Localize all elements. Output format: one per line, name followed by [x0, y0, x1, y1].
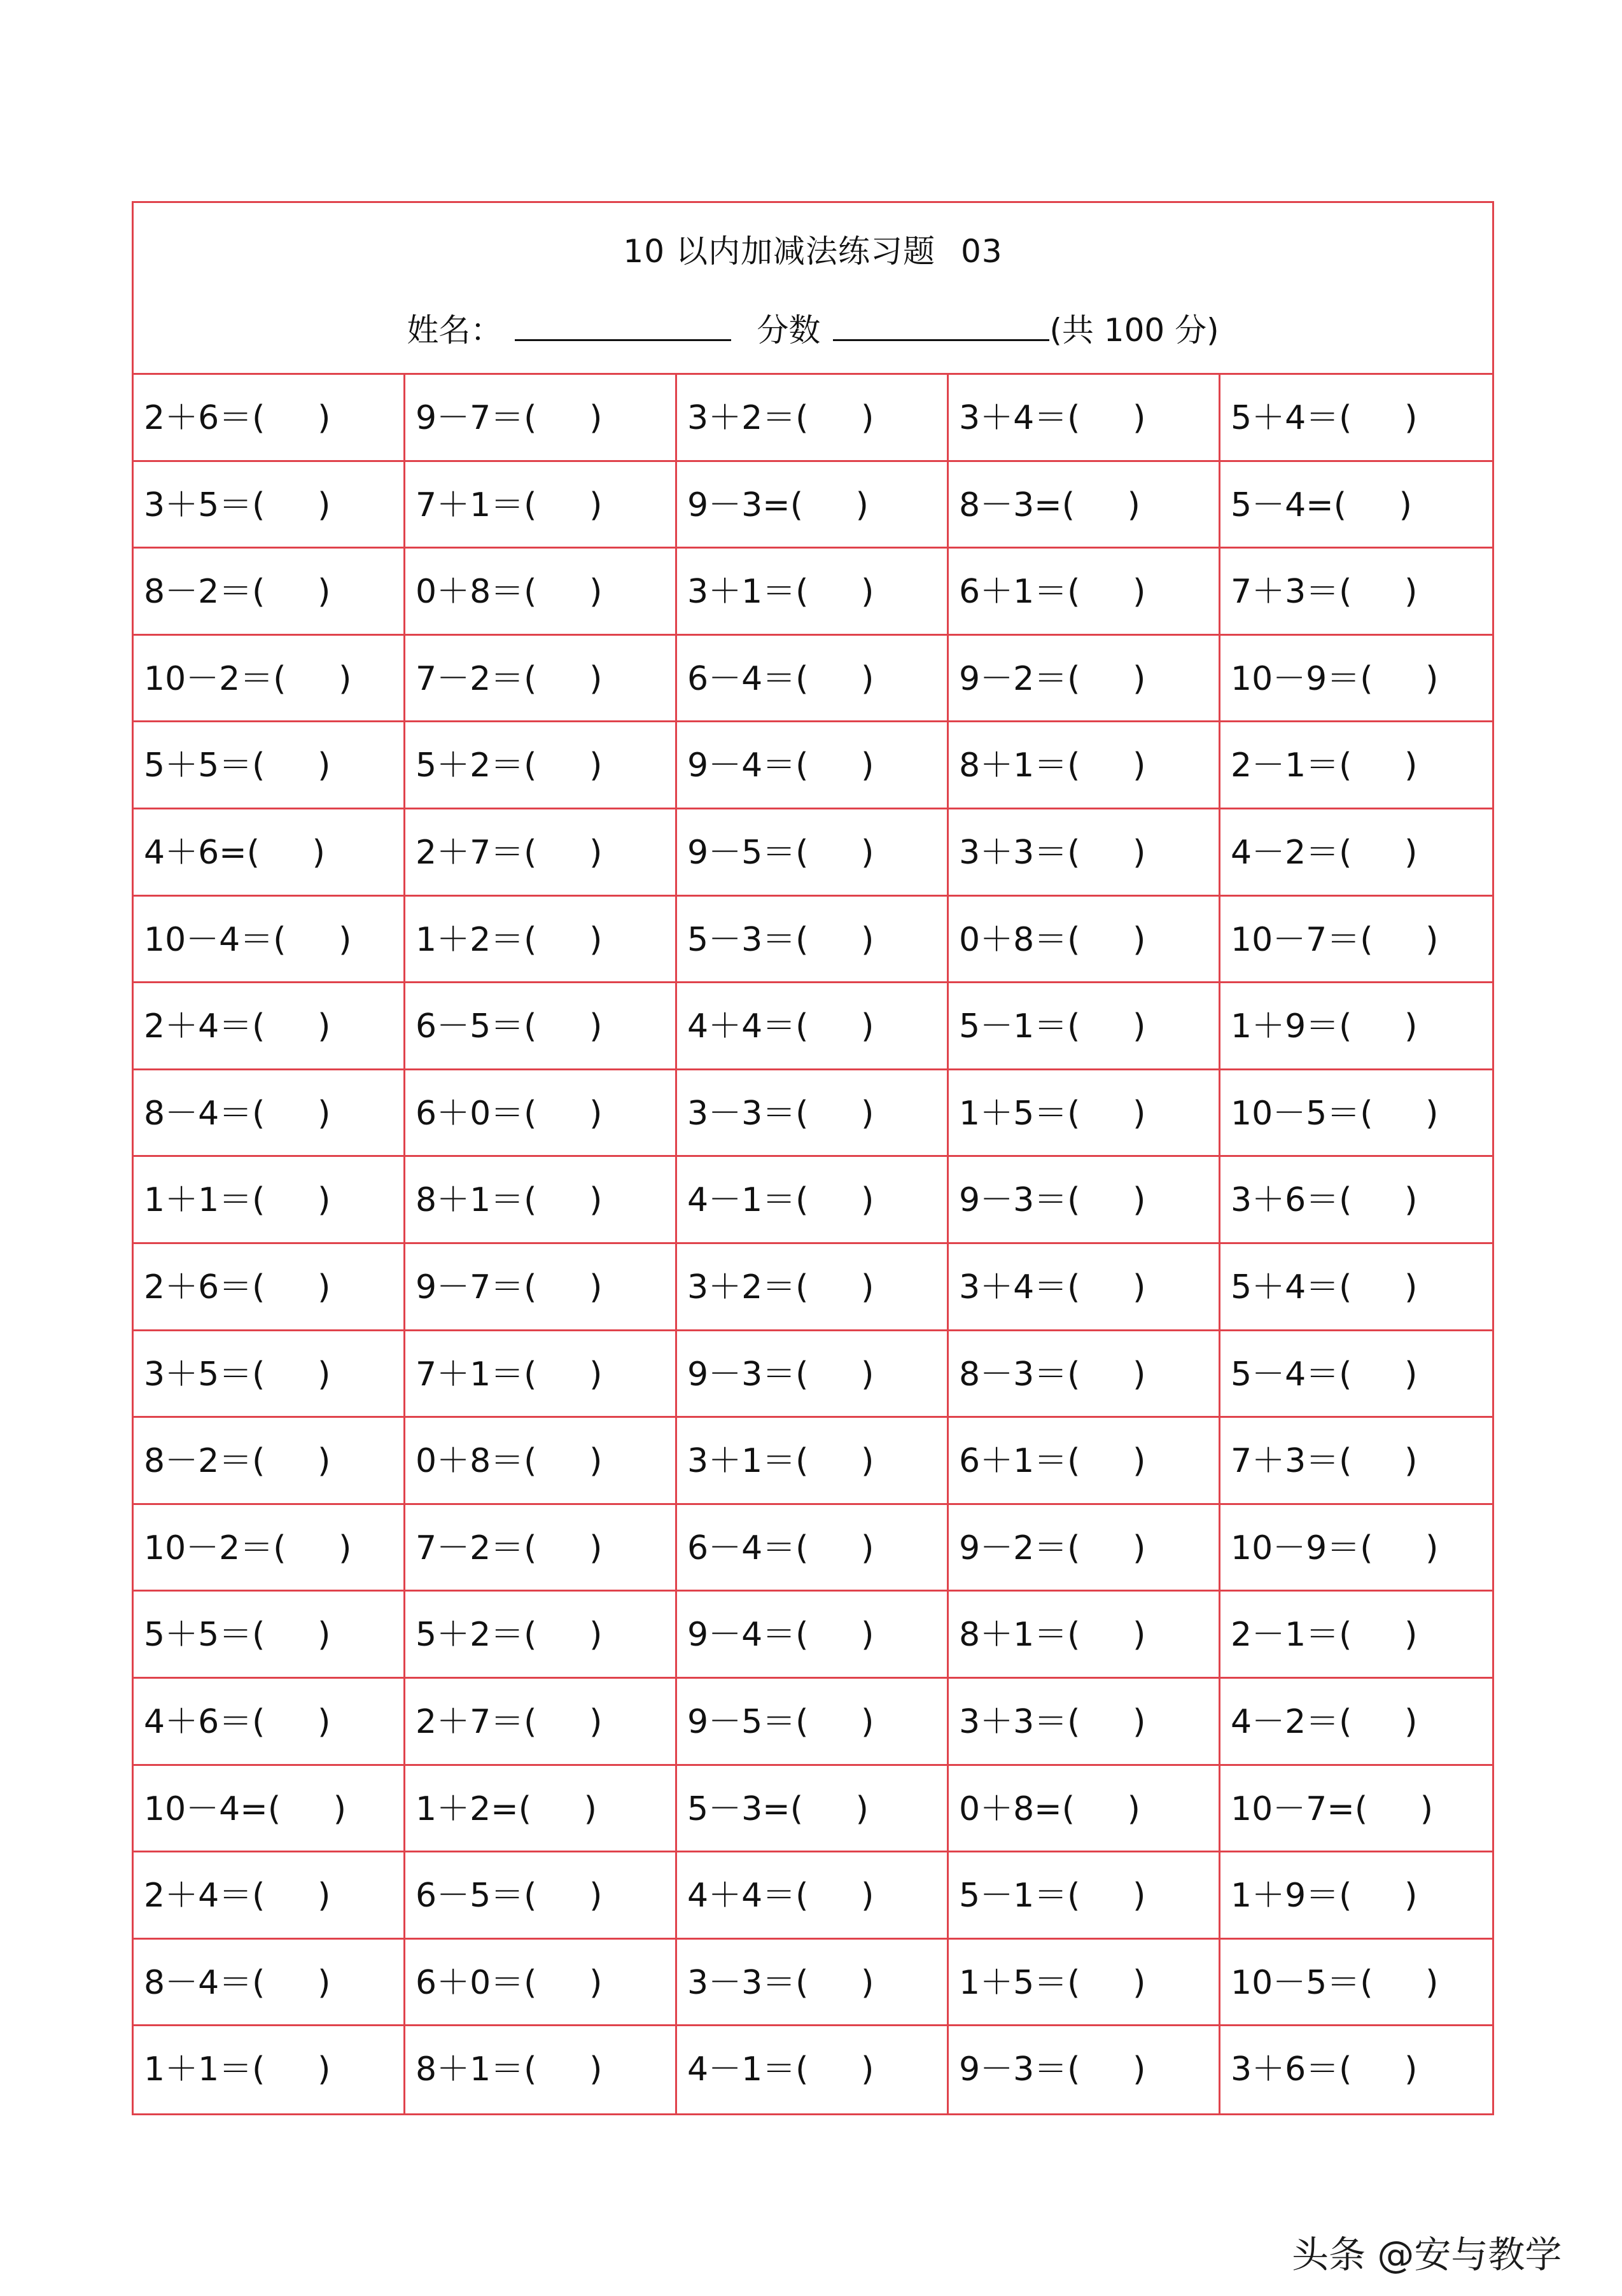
- problem-cell[interactable]: 3＋2＝( ): [677, 375, 949, 462]
- worksheet-header: [134, 203, 1492, 375]
- problem-cell[interactable]: 9－2＝( ): [949, 1505, 1220, 1592]
- problem-cell[interactable]: 0＋8＝( ): [949, 897, 1220, 984]
- problem-cell[interactable]: 9－4＝( ): [677, 722, 949, 809]
- problem-cell[interactable]: 8－4＝( ): [134, 1070, 405, 1158]
- problem-cell[interactable]: 2＋4＝( ): [134, 983, 405, 1070]
- problem-cell[interactable]: 7＋1＝( ): [405, 462, 677, 549]
- problem-cell[interactable]: 3＋1＝( ): [677, 549, 949, 636]
- problem-cell[interactable]: 9－5＝( ): [677, 1679, 949, 1766]
- problem-cell[interactable]: 5＋5＝( ): [134, 1592, 405, 1679]
- problem-cell[interactable]: 0＋8=( ): [949, 1766, 1220, 1853]
- watermark: 头条 @安与教学: [1292, 2233, 1562, 2276]
- problem-cell[interactable]: 2＋6＝( ): [134, 375, 405, 462]
- problem-cell[interactable]: 4＋6＝( ): [134, 1679, 405, 1766]
- title-text: 10 以内加减法练习题: [623, 233, 935, 270]
- problem-cell[interactable]: 10－5＝( ): [1220, 1940, 1492, 2027]
- problem-cell[interactable]: 9－4＝( ): [677, 1592, 949, 1679]
- problem-cell[interactable]: 6＋1＝( ): [949, 1418, 1220, 1505]
- problem-cell[interactable]: 4＋4＝( ): [677, 1852, 949, 1940]
- problem-cell[interactable]: 7＋1＝( ): [405, 1331, 677, 1418]
- problem-cell[interactable]: 6＋0＝( ): [405, 1070, 677, 1158]
- problem-cell[interactable]: 8－3＝( ): [949, 1331, 1220, 1418]
- problem-cell[interactable]: 5－4＝( ): [1220, 1331, 1492, 1418]
- problem-cell[interactable]: 3＋5＝( ): [134, 1331, 405, 1418]
- problem-cell[interactable]: 10－2＝( ): [134, 636, 405, 723]
- problem-cell[interactable]: 3＋6＝( ): [1220, 1157, 1492, 1244]
- problem-cell[interactable]: 2－1＝( ): [1220, 722, 1492, 809]
- problem-cell[interactable]: 2－1＝( ): [1220, 1592, 1492, 1679]
- problem-grid: [134, 375, 1492, 2113]
- problem-cell[interactable]: 8－4＝( ): [134, 1940, 405, 2027]
- problem-cell[interactable]: 6－5＝( ): [405, 983, 677, 1070]
- problem-cell[interactable]: 4－1＝( ): [677, 2026, 949, 2113]
- total-label: (共 100 分): [1049, 312, 1219, 349]
- problem-cell[interactable]: 8－3=( ): [949, 462, 1220, 549]
- problem-cell[interactable]: 7＋3＝( ): [1220, 549, 1492, 636]
- problem-cell[interactable]: 4－2＝( ): [1220, 1679, 1492, 1766]
- problem-cell[interactable]: 9－3＝( ): [949, 2026, 1220, 2113]
- name-blank[interactable]: [515, 314, 731, 341]
- problem-cell[interactable]: 10－4＝( ): [134, 897, 405, 984]
- problem-cell[interactable]: 6－4＝( ): [677, 636, 949, 723]
- problem-cell[interactable]: 10－2＝( ): [134, 1505, 405, 1592]
- problem-cell[interactable]: 3＋4＝( ): [949, 1244, 1220, 1331]
- problem-cell[interactable]: 10－9＝( ): [1220, 636, 1492, 723]
- problem-cell[interactable]: 0＋8＝( ): [405, 1418, 677, 1505]
- problem-cell[interactable]: 9－5＝( ): [677, 809, 949, 897]
- problem-cell[interactable]: 1＋9＝( ): [1220, 983, 1492, 1070]
- problem-cell[interactable]: 1＋1＝( ): [134, 2026, 405, 2113]
- problem-cell[interactable]: 8－2＝( ): [134, 549, 405, 636]
- problem-cell[interactable]: 7－2＝( ): [405, 636, 677, 723]
- problem-cell[interactable]: 1＋9＝( ): [1220, 1852, 1492, 1940]
- problem-cell[interactable]: 6＋0＝( ): [405, 1940, 677, 2027]
- problem-cell[interactable]: 1＋2＝( ): [405, 897, 677, 984]
- problem-cell[interactable]: 3＋6＝( ): [1231, 2050, 1418, 2089]
- problem-cell[interactable]: 6－4＝( ): [677, 1505, 949, 1592]
- problem-cell[interactable]: 3＋4＝( ): [949, 375, 1220, 462]
- problem-cell[interactable]: 4＋4＝( ): [677, 983, 949, 1070]
- problem-cell[interactable]: 4＋6=( ): [134, 809, 405, 897]
- problem-cell[interactable]: 7＋3＝( ): [1220, 1418, 1492, 1505]
- problem-cell[interactable]: 5＋5＝( ): [134, 722, 405, 809]
- problem-cell[interactable]: 0＋8＝( ): [405, 549, 677, 636]
- problem-cell[interactable]: 3＋3＝( ): [949, 809, 1220, 897]
- problem-cell[interactable]: 5＋2＝( ): [405, 1592, 677, 1679]
- student-info: [134, 305, 1492, 351]
- problem-cell[interactable]: 2＋7＝( ): [405, 1679, 677, 1766]
- problem-cell[interactable]: 10－9＝( ): [1220, 1505, 1492, 1592]
- problem-cell[interactable]: 5－1＝( ): [949, 1852, 1220, 1940]
- problem-cell[interactable]: 5－1＝( ): [949, 983, 1220, 1070]
- problem-cell[interactable]: 10－7＝( ): [1220, 897, 1492, 984]
- problem-cell[interactable]: 1＋5＝( ): [949, 1070, 1220, 1158]
- problem-cell[interactable]: 2＋6＝( ): [134, 1244, 405, 1331]
- problem-cell[interactable]: 8－2＝( ): [134, 1418, 405, 1505]
- problem-cell[interactable]: 5－3=( ): [677, 1766, 949, 1853]
- problem-cell[interactable]: 9－3＝( ): [677, 1331, 949, 1418]
- problem-cell[interactable]: 3＋2＝( ): [677, 1244, 949, 1331]
- problem-cell[interactable]: 6－5＝( ): [405, 1852, 677, 1940]
- problem-cell[interactable]: 5－4=( ): [1220, 462, 1492, 549]
- problem-cell[interactable]: 8＋1＝( ): [405, 1157, 677, 1244]
- problem-cell[interactable]: 10－5＝( ): [1220, 1070, 1492, 1158]
- problem-cell[interactable]: 9－3＝( ): [949, 1157, 1220, 1244]
- problem-cell[interactable]: 5＋4＝( ): [1220, 375, 1492, 462]
- problem-cell[interactable]: 3－3＝( ): [677, 1070, 949, 1158]
- problem-cell[interactable]: 4－1＝( ): [677, 1157, 949, 1244]
- problem-cell[interactable]: 1＋1＝( ): [134, 1157, 405, 1244]
- problem-cell[interactable]: 5－3＝( ): [677, 897, 949, 984]
- name-label: 姓名：: [407, 312, 503, 349]
- problem-cell[interactable]: 9－7＝( ): [405, 1244, 677, 1331]
- worksheet: [132, 201, 1494, 2115]
- problem-cell[interactable]: 3－3＝( ): [677, 1940, 949, 2027]
- problem-cell[interactable]: 9－7＝( ): [405, 375, 677, 462]
- score-label: 分数: [757, 312, 821, 349]
- problem-cell[interactable]: 1＋2=( ): [405, 1766, 677, 1853]
- problem-cell[interactable]: 8＋1＝( ): [405, 2026, 677, 2113]
- problem-cell[interactable]: 9－2＝( ): [949, 636, 1220, 723]
- problem-cell[interactable]: 9－3=( ): [677, 462, 949, 549]
- worksheet-code: 03: [960, 233, 1003, 270]
- problem-cell[interactable]: 5＋2＝( ): [405, 722, 677, 809]
- problem-cell[interactable]: 2＋7＝( ): [405, 809, 677, 897]
- problem-cell[interactable]: 2＋4＝( ): [134, 1852, 405, 1940]
- problem-cell[interactable]: 3＋5＝( ): [134, 462, 405, 549]
- problem-cell[interactable]: 3＋1＝( ): [677, 1418, 949, 1505]
- problem-cell[interactable]: 1＋5＝( ): [949, 1940, 1220, 2027]
- problem-cell[interactable]: 5＋4＝( ): [1220, 1244, 1492, 1331]
- problem-cell[interactable]: 7－2＝( ): [405, 1505, 677, 1592]
- problem-cell[interactable]: 8＋1＝( ): [949, 722, 1220, 809]
- problem-cell[interactable]: 8＋1＝( ): [949, 1592, 1220, 1679]
- score-blank[interactable]: [833, 314, 1049, 341]
- worksheet-title: [134, 226, 1492, 272]
- problem-cell[interactable]: 3＋3＝( ): [949, 1679, 1220, 1766]
- problem-cell[interactable]: 6＋1＝( ): [949, 549, 1220, 636]
- problem-cell[interactable]: 10－4=( ): [134, 1766, 405, 1853]
- problem-cell[interactable]: 10－7=( ): [1220, 1766, 1492, 1853]
- problem-cell[interactable]: 4－2＝( ): [1220, 809, 1492, 897]
